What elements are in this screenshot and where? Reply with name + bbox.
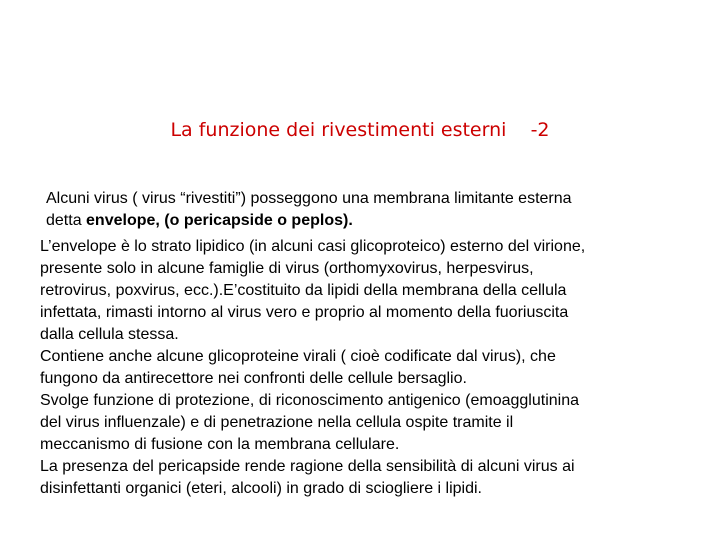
intro-paragraph [46,188,686,232]
body-line: presente solo in alcune famiglie di virus (orthomyxovirus, herpesvirus, [40,260,534,277]
slide-title: La funzione dei rivestimenti esterni -2 [170,119,550,141]
body-line: meccanismo di fusione con la membrana cellulare. [40,436,400,453]
intro-line-1: Alcuni virus ( virus “rivestiti”) posseggono una membrana limitante esterna [46,190,572,207]
intro-line-2-prefix: detta [46,212,87,229]
body-line: retrovirus, poxvirus, ecc.).E’costituito da lipidi della membrana della cellula [40,282,567,299]
body-line: L’envelope è lo strato lipidico (in alcuni casi glicoproteico) esterno del virione, [40,238,586,255]
body-line: disinfettanti organici (eteri, alcooli) in grado di sciogliere i lipidi. [40,480,482,497]
body-line: dalla cellula stessa. [40,326,179,343]
body-line: Svolge funzione di protezione, di riconoscimento antigenico (emoagglutinina [40,392,579,409]
body-line: Contiene anche alcune glicoproteine virali ( cioè codificate dal virus), che [40,348,556,365]
body-text [40,236,690,500]
body-line: infettata, rimasti intorno al virus vero e proprio al momento della fuoriuscita [40,304,569,321]
body-line: del virus influenzale) e di penetrazione nella cellula ospite tramite il [40,414,514,431]
body-line: La presenza del pericapside rende ragione della sensibilità di alcuni virus ai [40,458,575,475]
intro-line-2-bold: envelope, (o pericapside o peplos). [86,212,353,229]
body-line: fungono da antirecettore nei confronti delle cellule bersaglio. [40,370,467,387]
